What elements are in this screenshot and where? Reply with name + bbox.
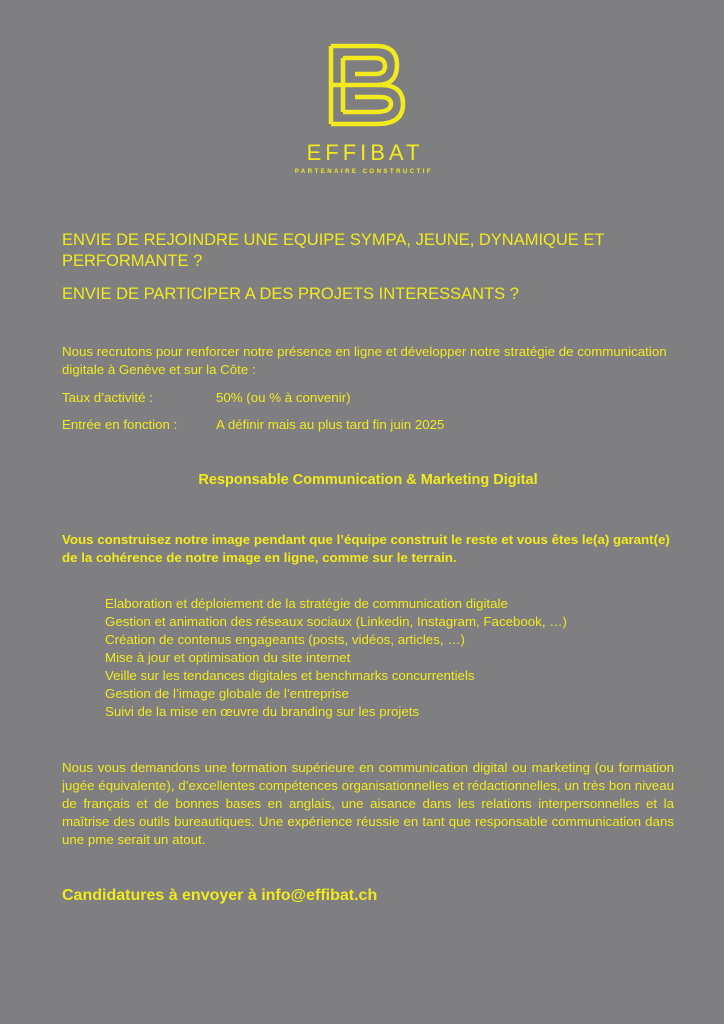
list-item: Mise à jour et optimisation du site internet: [105, 650, 351, 665]
list-item: Gestion de l’image globale de l’entreprise: [105, 686, 349, 701]
start-date-value: A définir mais au plus tard fin juin 2025: [216, 417, 445, 432]
start-date-row: [62, 416, 444, 434]
activity-rate-value: 50% (ou % à convenir): [216, 390, 351, 405]
mission-text: Vous construisez notre image pendant que l’équipe construit le reste et vous êtes le(a) garant(e) de la cohérence de notre image en ligne, comme sur le terrain.: [62, 532, 670, 565]
application-contact: Candidatures à envoyer à info@effibat.ch: [62, 887, 378, 904]
requirements-text: Nous vous demandons une formation supérieure en communication digital ou marketing (ou formation jugée équivalente), d’excellentes compétences organisationnelles et rédactionnelles, un très bon niveau de français et de bonnes bases en anglais, une aisance dans les relations interpersonnelles et la maîtrise des outils bureautiques. Une expérience réussie en tant que responsable communication dans une pme serait un atout.: [62, 760, 674, 847]
brand-tagline: PARTENAIRE CONSTRUCTIF: [294, 169, 434, 175]
list-item: Gestion et animation des réseaux sociaux (Linkedin, Instagram, Facebook, …): [105, 614, 567, 629]
list-item: Suivi de la mise en œuvre du branding sur les projets: [105, 704, 420, 719]
list-item: Elaboration et déploiement de la stratégie de communication digitale: [105, 596, 508, 611]
task-list: [105, 595, 567, 721]
list-item: Veille sur les tendances digitales et benchmarks concurrentiels: [105, 668, 475, 683]
activity-rate-row: [62, 389, 351, 407]
intro-text: Nous recrutons pour renforcer notre présence en ligne et développer notre stratégie de communication digitale à Genève et sur la Côte :: [62, 344, 667, 377]
brand-name: EFFIBAT: [306, 140, 424, 165]
start-date-label: Entrée en fonction :: [62, 417, 178, 432]
headline-projects: ENVIE DE PARTICIPER A DES PROJETS INTERESSANTS ?: [62, 285, 519, 303]
headline-join-team: ENVIE DE REJOINDRE UNE EQUIPE SYMPA, JEUNE, DYNAMIQUE ET PERFORMANTE ?: [62, 231, 605, 270]
activity-rate-label: Taux d’activité :: [62, 390, 153, 405]
job-title: Responsable Communication & Marketing Digital: [198, 472, 538, 488]
list-item: Création de contenus engageants (posts, vidéos, articles, …): [105, 632, 465, 647]
eb-monogram-logo-icon: [327, 42, 407, 128]
